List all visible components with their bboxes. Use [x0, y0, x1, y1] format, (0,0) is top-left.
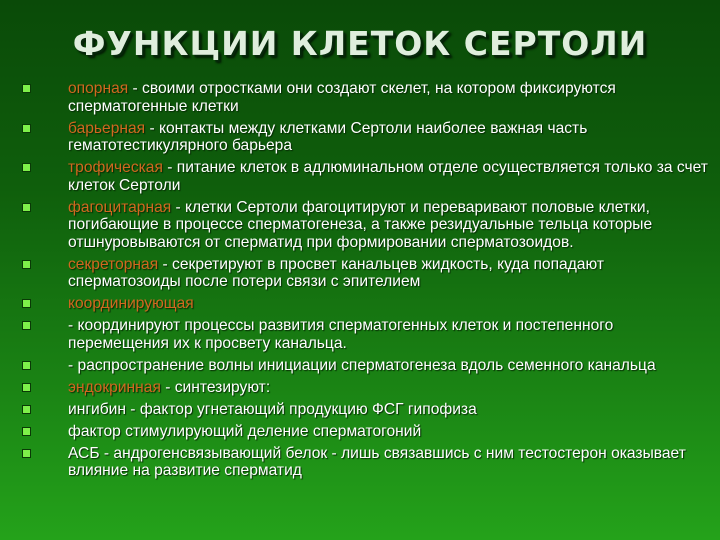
bullet-term: секреторная: [68, 255, 159, 273]
bullet-text: - своими отростками они создают скелет, на котором фиксируются сперматогенные клетки: [68, 80, 616, 115]
bullet-barrier: [18, 120, 708, 155]
bullet-text: - координируют процессы развития сперматогенных клеток и постепенного перемещения их к просвету канальца.: [68, 317, 614, 352]
square-bullet-icon: [22, 449, 31, 458]
square-bullet-icon: [22, 203, 31, 212]
bullet-coordinating: [18, 295, 708, 313]
square-bullet-icon: [22, 260, 31, 269]
square-bullet-icon: [22, 124, 31, 133]
bullet-text: ингибин - фактор угнетающий продукцию ФСГ гипофиза: [68, 400, 477, 418]
square-bullet-icon: [22, 321, 31, 330]
bullet-list: [18, 80, 708, 484]
bullet-text: - синтезируют:: [160, 378, 271, 396]
bullet-term: координирующая: [68, 295, 194, 312]
bullet-trophic: [18, 159, 708, 194]
square-bullet-icon: [22, 84, 31, 93]
bullet-endocrine: [18, 379, 708, 397]
bullet-coordinating-detail-2: [18, 357, 708, 375]
bullet-text: - секретируют в просвет канальцев жидкость, куда попадают сперматозоиды после потери связи с эпителием: [68, 255, 604, 290]
bullet-phagocytic: [18, 199, 708, 252]
bullet-term: фагоцитарная: [68, 198, 172, 216]
square-bullet-icon: [22, 383, 31, 392]
bullet-text: - распространение волны инициации сперматогенеза вдоль семенного канальца: [68, 356, 656, 374]
bullet-term: опорная: [68, 80, 129, 97]
bullet-abp: [18, 445, 708, 480]
bullet-secretory: [18, 256, 708, 291]
bullet-text: - клетки Сертоли фагоцитируют и переваривают половые клетки, погибающие в процессе сперматогенеза, а также резидуальные тельца которые отшнуровываются от сперматид при формировании сперматозоидов.: [68, 198, 653, 251]
square-bullet-icon: [22, 299, 31, 308]
square-bullet-icon: [22, 361, 31, 370]
bullet-term: барьерная: [68, 119, 146, 137]
bullet-spermatogonia-factor: [18, 423, 708, 441]
slide-title: ФУНКЦИИ КЛЕТОК СЕРТОЛИ: [72, 24, 648, 63]
bullet-term: трофическая: [68, 159, 163, 176]
square-bullet-icon: [22, 427, 31, 436]
bullet-inhibin: [18, 401, 708, 419]
square-bullet-icon: [22, 163, 31, 172]
bullet-term: эндокринная: [68, 378, 161, 396]
bullet-supporting: [18, 80, 708, 115]
bullet-text: - питание клеток в адлюминальном отделе осуществляется только за счет клеток Сертоли: [68, 159, 708, 194]
bullet-text: фактор стимулирующий деление сперматогоний: [68, 422, 422, 440]
bullet-text: - контакты между клетками Сертоли наиболее важная часть гематотестикулярного барьера: [68, 119, 588, 154]
bullet-text: АСБ - андрогенсвязывающий белок - лишь связавшись с ним тестостерон оказывает влияние на развитие сперматид: [68, 444, 686, 479]
bullet-coordinating-detail-1: [18, 317, 708, 352]
square-bullet-icon: [22, 405, 31, 414]
